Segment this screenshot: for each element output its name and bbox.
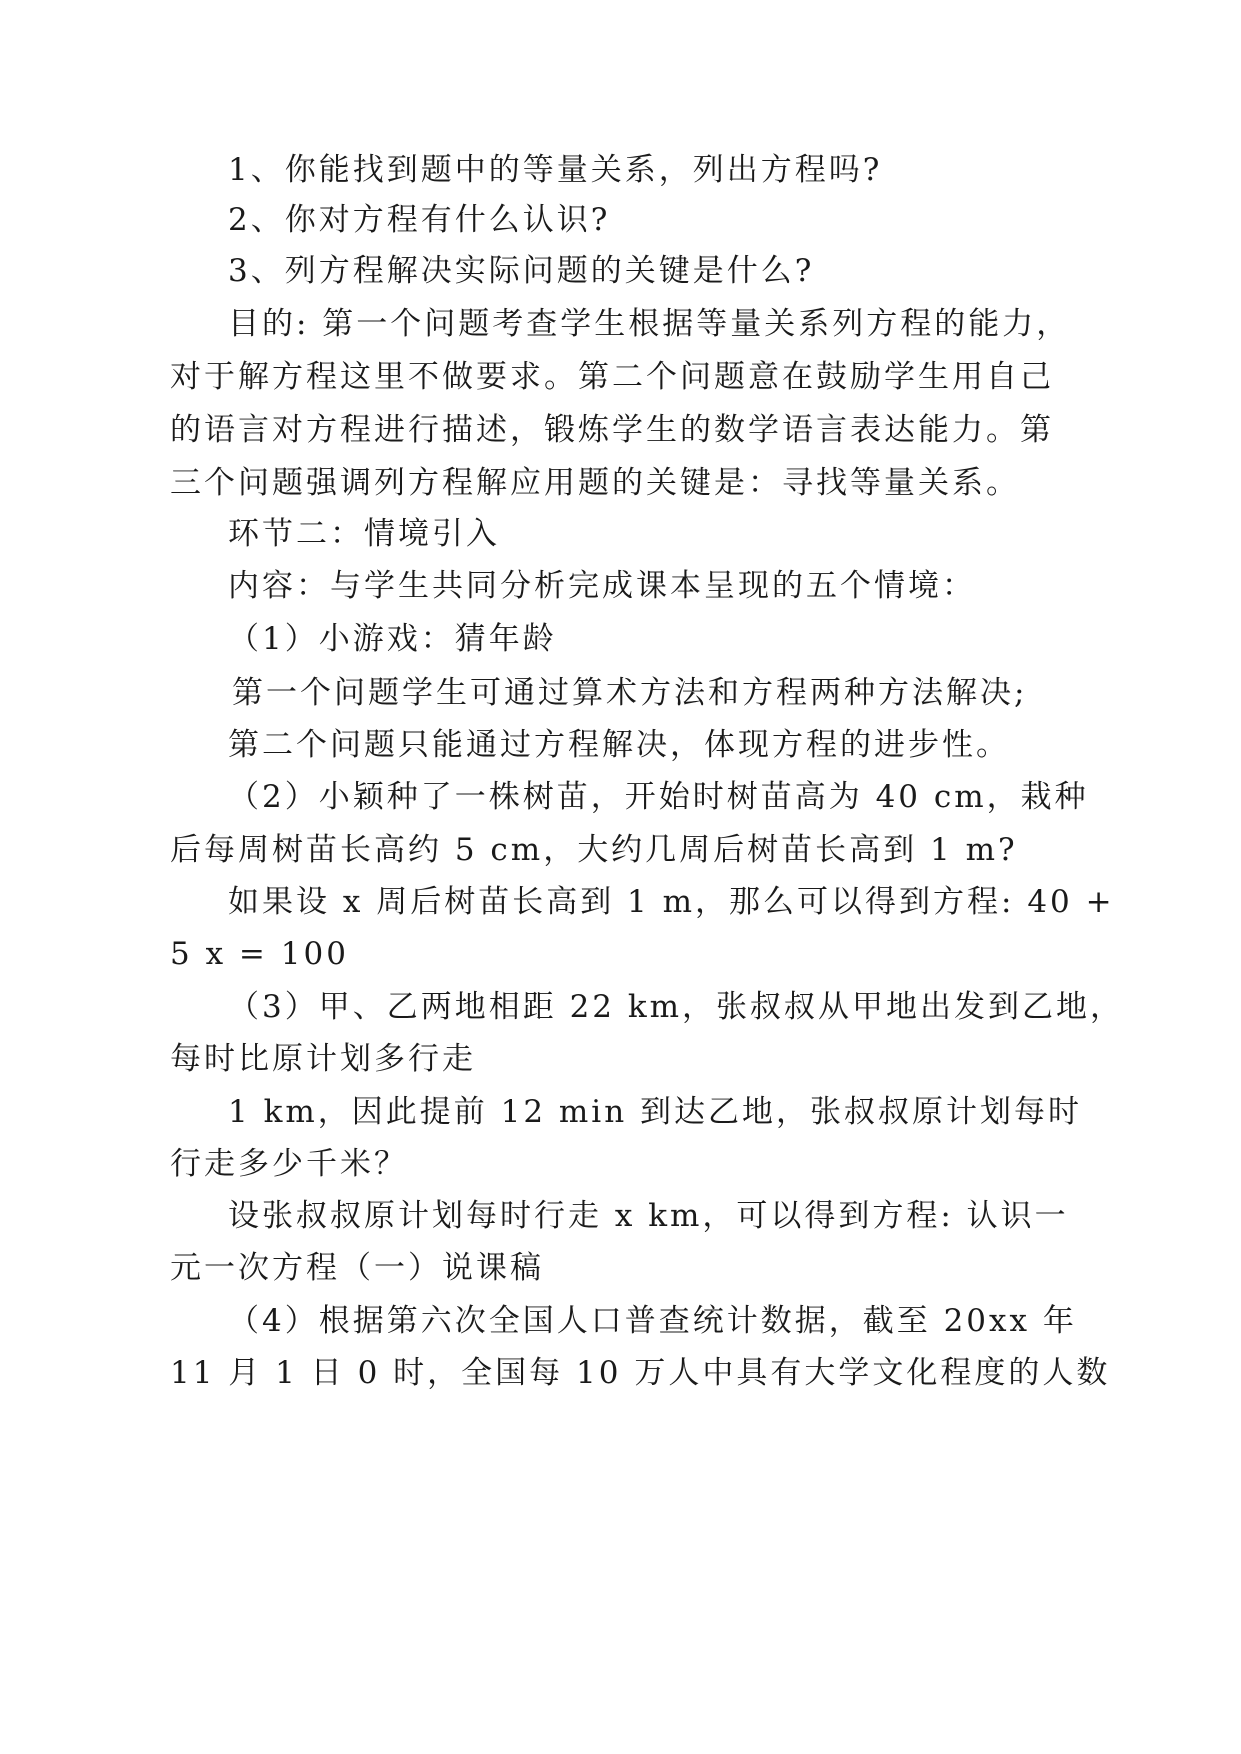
text-line: 元一次方程（一）说课稿	[170, 1250, 544, 1286]
text-line: 三个问题强调列方程解应用题的关键是：寻找等量关系。	[170, 465, 1020, 501]
text-line: 目的: 第一个问题考查学生根据等量关系列方程的能力，	[228, 306, 1071, 342]
text-line: 行走多少千米？	[170, 1146, 408, 1182]
text-line: 1、你能找到题中的等量关系，列出方程吗?	[228, 152, 883, 188]
text-line: 的语言对方程进行描述，锻炼学生的数学语言表达能力。第	[170, 412, 1054, 448]
text-line: 设张叔叔原计划每时行走 x km，可以得到方程: 认识一	[228, 1198, 1069, 1234]
text-line: 1 km，因此提前 12 min 到达乙地，张叔叔原计划每时	[228, 1094, 1083, 1130]
text-line: 每时比原计划多行走	[170, 1041, 476, 1077]
text-line: 第一个问题学生可通过算术方法和方程两种方法解决;	[232, 675, 1028, 711]
text-line: 后每周树苗长高约 5 cm，大约几周后树苗长高到 1 m?	[170, 832, 1018, 868]
text-line: 第二个问题只能通过方程解决，体现方程的进步性。	[228, 727, 1010, 763]
text-line: 如果设 x 周后树苗长高到 1 m，那么可以得到方程: 40 +	[228, 884, 1115, 920]
text-line: 11 月 1 日 0 时，全国每 10 万人中具有大学文化程度的人数	[170, 1355, 1111, 1391]
text-line: （1）小游戏：猜年龄	[228, 621, 557, 657]
section-heading: 环节二：情境引入	[228, 516, 500, 552]
text-line: （2）小颖种了一株树苗，开始时树苗高为 40 cm，栽种	[228, 779, 1089, 815]
text-line: 2、你对方程有什么认识?	[228, 202, 611, 238]
text-line: 3、列方程解决实际问题的关键是什么?	[228, 253, 815, 289]
text-line: （4）根据第六次全国人口普查统计数据，截至 20xx 年	[228, 1303, 1077, 1339]
text-line: 对于解方程这里不做要求。第二个问题意在鼓励学生用自己	[170, 359, 1054, 395]
text-line: 5 x = 100	[170, 936, 349, 972]
text-line: （3）甲、乙两地相距 22 km，张叔叔从甲地出发到乙地，	[228, 989, 1125, 1025]
text-line: 内容：与学生共同分析完成课本呈现的五个情境：	[228, 568, 976, 604]
